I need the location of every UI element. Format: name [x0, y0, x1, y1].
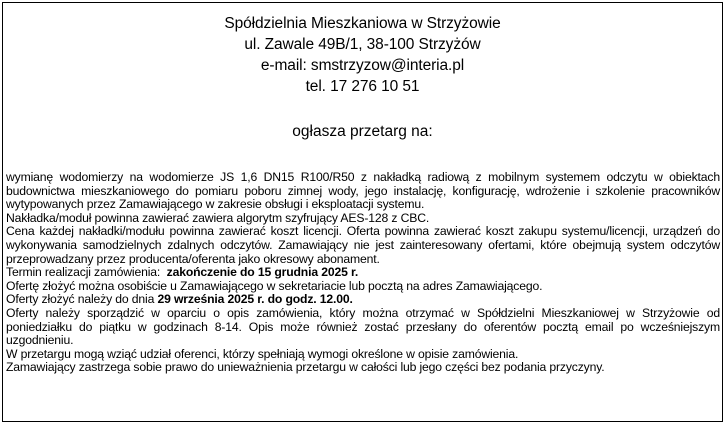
eligibility-paragraph: W przetargu mogą wziąć udział oferenci, którzy spełniają wymogi określone w opisie zamówienia. — [6, 346, 519, 361]
org-phone: tel. 17 276 10 51 — [305, 78, 420, 95]
deadline-paragraph — [6, 266, 720, 280]
cancellation-paragraph: Zamawiający zastrzega sobie prawo do unieważnienia przetargu w całości lub jego części bez podania przyczyny. — [6, 360, 605, 375]
deadline-value: zakończenie do 15 grudnia 2025 r. — [166, 265, 359, 280]
submission-date-paragraph — [6, 293, 720, 307]
encryption-paragraph: Nakładka/moduł powinna zawierać zawiera algorytm szyfrujący AES-128 z CBC. — [6, 210, 430, 225]
announcement-heading: ogłasza przetarg na: — [292, 123, 433, 140]
org-email: e-mail: smstrzyzow@interia.pl — [260, 57, 465, 74]
submission-date-value: 29 września 2025 r. do godz. 12.00. — [157, 292, 353, 307]
specification-paragraph: Oferty należy sporządzić w oparciu o opis zamówienia, który można otrzymać w Spółdzielni Mieszkaniowej w Strzyżowie od poniedziałku do piątku w godzinach 8-14. Opis może również zostać przesłany do oferentów pocztą email po wcześniejszym uzgodnieniu. — [6, 305, 720, 348]
scope-paragraph: wymianę wodomierzy na wodomierze JS 1,6 DN15 R100/R50 z nakładką radiową z mobilnym systemem odczytu w obiektach budownictwa mieszkaniowego do pomiaru poboru zimnej wody, jego instalację, konfigurację, wdrożenie i szkolenie pracowników wytypowanych przez Zamawiającego w zakresie obsługi i eksploatacji systemu. — [6, 170, 720, 212]
pricing-paragraph: Cena każdej nakładki/modułu powinna zawierać koszt licencji. Oferta powinna zawierać koszt zakupu systemu/licencji, urządzeń do wykonywania samodzielnych zdalnych odczytów. Zamawiający nie jest zainteresowany ofertami, które obejmują system odczytów przeprowadzany przez producenta/oferenta jako okresowy abonament. — [6, 224, 720, 266]
announcement-frame — [2, 2, 723, 422]
announcement-body — [6, 171, 720, 375]
header — [3, 13, 722, 97]
submission-method-paragraph: Ofertę złożyć można osobiście u Zamawiającego w sekretariacie lub pocztą na adres Zamawiającego. — [6, 278, 543, 293]
submission-date-label: Oferty złożyć należy do dnia — [6, 292, 155, 307]
org-name: Spółdzielnia Mieszkaniowa w Strzyżowie — [224, 15, 501, 32]
deadline-label: Termin realizacji zamówienia: — [6, 265, 161, 280]
org-address: ul. Zawale 49B/1, 38-100 Strzyżów — [244, 36, 481, 53]
